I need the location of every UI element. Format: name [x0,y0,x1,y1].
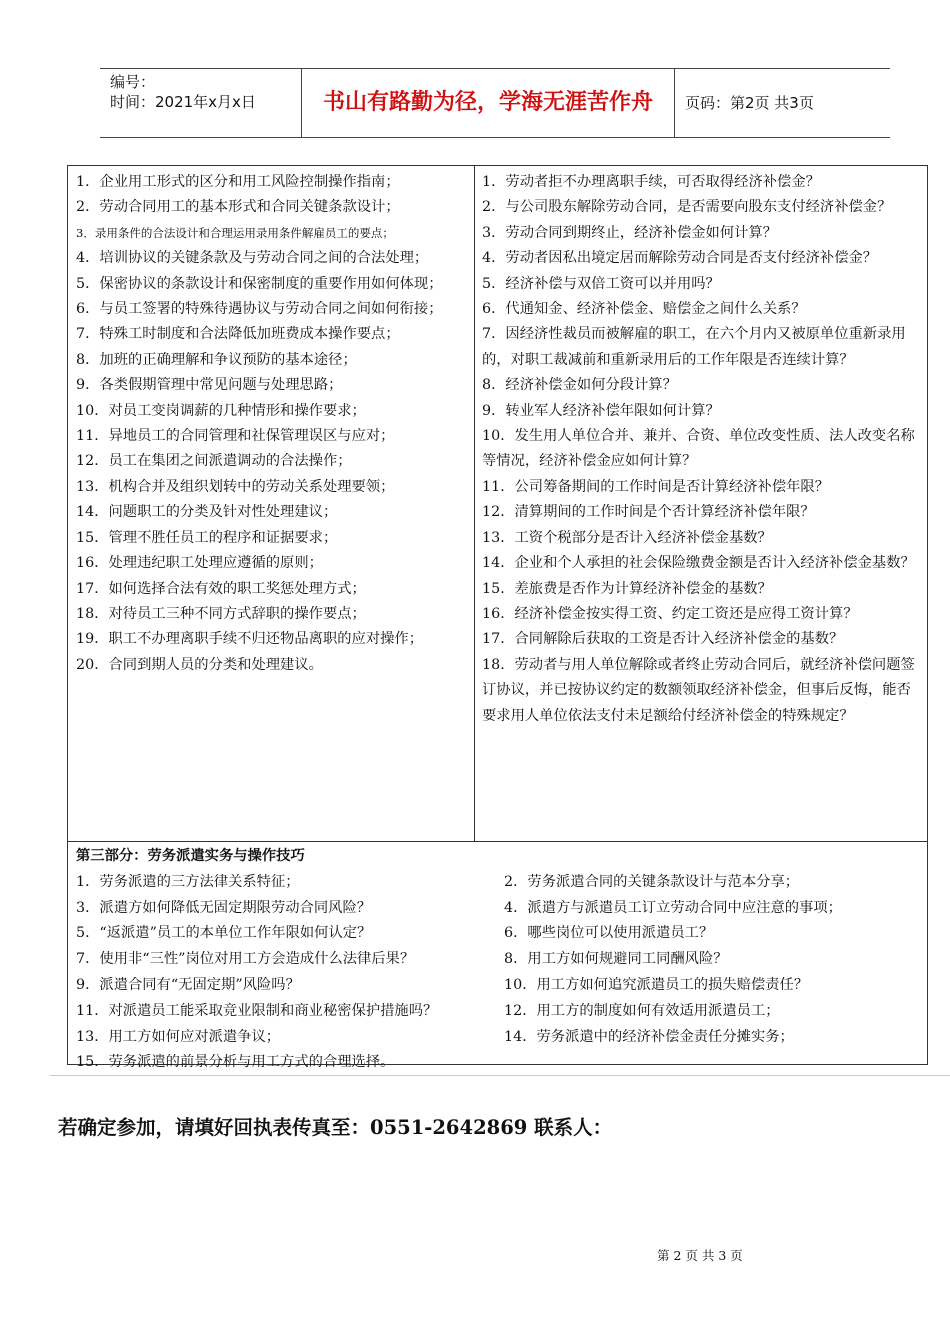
section-three-row [76,973,921,999]
list-item: 19．职工不办理离职手续不归还物品离职的应对操作； [76,631,424,648]
list-item: 5．“返派遣”员工的本单位工作年限如何认定？ [76,925,372,942]
header-motto: 书山有路勤为径，学海无涯苦作舟 [302,69,675,137]
list-item: 18．劳动者与用人单位解除或者终止劳动合同后，就经济补偿问题签订协议，并已按协议约定的数额领取经济补偿金，但事后反悔，能否要求用人单位依法支付未足额给付经济补偿金的特殊规定？ [482,656,915,724]
list-item: 7．因经济性裁员而被解雇的职工，在六个月内又被原单位重新录用的，对职工裁减前和重新录用后的工作年限是否连续计算？ [482,326,906,368]
list-item: 7．特殊工时制度和合法降低加班费成本操作要点； [76,326,400,343]
list-item: 15．劳务派遣的前景分析与用工方式的合理选择。 [76,1054,395,1071]
section-three-title: 第三部分：劳务派遣实务与操作技巧 [76,848,305,864]
list-item: 3．派遣方如何降低无固定期限劳动合同风险？ [76,899,372,916]
list-item: 12．员工在集团之间派遣调动的合法操作； [76,453,352,470]
list-item: 12．清算期间的工作时间是个否计算经济补偿年限？ [482,504,815,521]
time-label: 时间：2021年x月x日 [110,93,256,111]
left-column [76,170,468,678]
section-three-row [76,921,921,947]
column-divider [474,166,475,841]
list-item: 17．合同解除后获取的工资是否计入经济补偿金的基数？ [482,631,844,648]
section-three-row [76,1050,921,1076]
list-item: 6．与员工签署的特殊待遇协议与劳动合同之间如何衔接； [76,301,443,318]
section-three-row [76,947,921,973]
fax-instruction: 若确定参加，请填好回执表传真至：0551-2642869 联系人： [58,1116,613,1139]
list-item: 9．派遣合同有“无固定期”风险吗？ [76,976,300,993]
list-item: 14．劳务派遣中的经济补偿金责任分摊实务； [504,1028,794,1045]
list-item: 10．发生用人单位合并、兼并、合资、单位改变性质、法人改变名称等情况，经济补偿金应如何计算？ [482,428,915,470]
list-item: 3．劳动合同到期终止，经济补偿金如何计算？ [482,224,778,241]
serial-label: 编号： [110,73,156,91]
list-item: 6．代通知金、经济补偿金、赔偿金之间什么关系？ [482,301,806,318]
list-item: 1．劳务派遣的三方法律关系特征； [76,873,300,890]
section-three-row [76,870,921,896]
list-item: 7．使用非“三性”岗位对用工方会造成什么法律后果？ [76,951,415,968]
list-item: 1．劳动者拒不办理离职手续，可否取得经济补偿金？ [482,174,820,190]
list-item: 3．录用条件的合法设计和合理运用录用条件解雇员工的要点； [76,225,394,240]
list-item: 10．用工方如何追究派遣员工的损失赔偿责任？ [504,976,809,993]
list-item: 17．如何选择合法有效的职工奖惩处理方式； [76,580,366,597]
list-item: 4．培训协议的关键条款及与劳动合同之间的合法处理； [76,250,429,267]
list-item: 14．企业和个人承担的社会保险缴费金额是否计入经济补偿金基数？ [482,555,915,572]
list-item: 10．对员工变岗调薪的几种情形和操作要求； [76,402,366,419]
content-table [67,165,928,1071]
list-item: 8．经济补偿金如何分段计算？ [482,377,677,394]
list-item: 8．加班的正确理解和争议预防的基本途径； [76,351,357,368]
list-item: 9．转业军人经济补偿年限如何计算？ [482,402,720,419]
section-three-row [76,999,921,1025]
list-item: 16．处理违纪职工处理应遵循的原则； [76,555,323,572]
list-item: 20．合同到期人员的分类和处理建议。 [76,656,323,673]
list-item: 1．企业用工形式的区分和用工风险控制操作指南； [76,174,400,190]
header-meta-cell [100,69,302,137]
list-item: 11．异地员工的合同管理和社保管理误区与应对； [76,428,395,445]
list-item: 13．机构合并及组织划转中的劳动关系处理要领； [76,478,395,495]
section-three-row [76,1025,921,1051]
section-three-row [76,896,921,922]
list-item: 2．与公司股东解除劳动合同，是否需要向股东支付经济补偿金？ [482,199,892,216]
list-item: 5．保密协议的条款设计和保密制度的重要作用如何体现； [76,275,443,292]
list-item: 5．经济补偿与双倍工资可以并用吗？ [482,275,720,292]
list-item: 4．派遣方与派遣员工订立劳动合同中应注意的事项； [504,899,842,916]
list-item: 6．哪些岗位可以使用派遣员工？ [504,925,714,942]
list-item: 4．劳动者因私出境定居而解除劳动合同是否支付经济补偿金？ [482,250,878,267]
list-item: 2．劳务派遣合同的关键条款设计与范本分享； [504,873,800,890]
right-column [482,170,920,729]
footer-rule [50,1075,950,1076]
list-item: 11．公司筹备期间的工作时间是否计算经济补偿年限？ [482,478,830,495]
list-item: 11．对派遣员工能采取竞业限制和商业秘密保护措施吗？ [76,1002,438,1019]
section-three [76,844,921,1076]
list-item: 13．工资个税部分是否计入经济补偿金基数？ [482,529,772,546]
list-item: 2．劳动合同用工的基本形式和合同关键条款设计； [76,199,400,216]
section-divider [68,841,927,842]
page-header [100,68,890,138]
list-item: 18．对待员工三种不同方式辞职的操作要点； [76,605,366,622]
list-item: 8．用工方如何规避同工同酬风险？ [504,951,728,968]
list-item: 9．各类假期管理中常见问题与处理思路； [76,377,343,394]
header-page-label: 页码：第2页 共3页 [685,94,814,112]
list-item: 14．问题职工的分类及针对性处理建议； [76,504,338,521]
list-item: 15．差旅费是否作为计算经济补偿金的基数？ [482,580,772,597]
page-number: 第 2 页 共 3 页 [657,1248,743,1263]
list-item: 13．用工方如何应对派遣争议； [76,1028,281,1045]
list-item: 16．经济补偿金按实得工资、约定工资还是应得工资计算？ [482,605,858,622]
list-item: 12．用工方的制度如何有效适用派遣员工； [504,1002,780,1019]
list-item: 15．管理不胜任员工的程序和证据要求； [76,529,338,546]
